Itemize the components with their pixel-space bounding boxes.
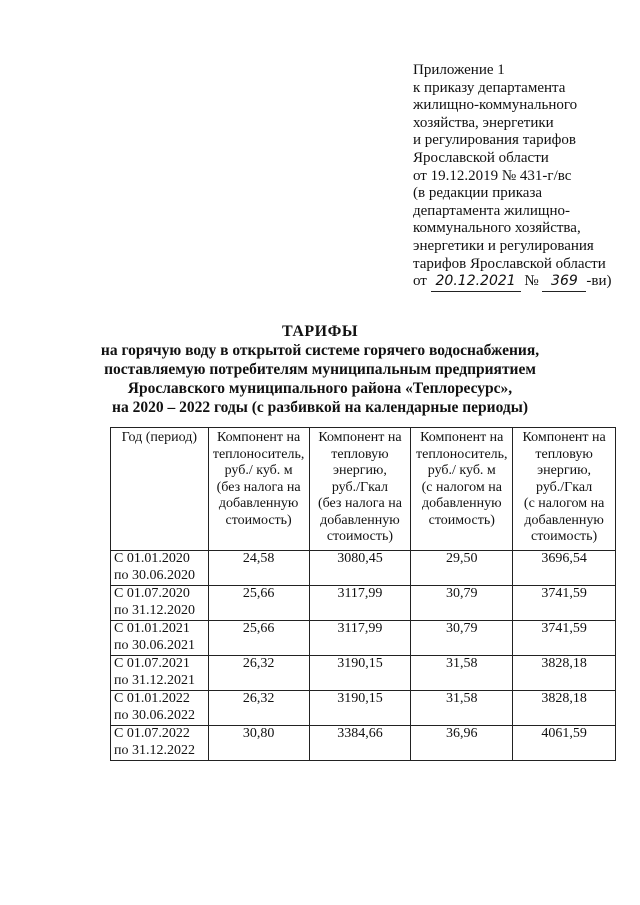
period-line: по 30.06.2020 (114, 567, 195, 583)
table-body (111, 551, 616, 761)
value-cell: 29,50 (411, 551, 513, 586)
appendix-date-line (413, 273, 633, 292)
handwritten-number: 369 (542, 273, 586, 292)
header-line: стоимость) (428, 512, 495, 528)
value-cell: 3384,66 (309, 726, 411, 761)
header-line: (с налогом на (523, 496, 605, 511)
appendix-line: хозяйства, энергетики (413, 114, 554, 131)
period-line: по 31.12.2021 (114, 672, 195, 688)
header-line: руб./Гкал (331, 479, 389, 495)
period-line: С 01.01.2021 (114, 621, 190, 636)
header-line: стоимость) (326, 529, 394, 544)
value-cell: 25,66 (208, 621, 309, 656)
header-energy-vat (513, 428, 616, 551)
value-cell: 36,96 (411, 726, 513, 761)
value-cell: 3741,59 (513, 621, 616, 656)
value-cell: 30,79 (411, 621, 513, 656)
header-coolant-no-vat (208, 428, 309, 551)
header-line: теплоноситель, (415, 446, 508, 462)
header-line: Компонент на (522, 430, 606, 445)
period-line: С 01.07.2020 (114, 586, 190, 601)
table-row (111, 621, 616, 656)
title-heading: ТАРИФЫ (281, 323, 359, 340)
appendix-line: тарифов Ярославской области (413, 255, 606, 272)
header-line: добавленную (524, 512, 604, 528)
header-line: стоимость) (225, 512, 292, 528)
period-cell (111, 621, 209, 656)
appendix-line: Приложение 1 (413, 62, 505, 78)
value-cell: 31,58 (411, 656, 513, 691)
value-cell: 3696,54 (513, 551, 616, 586)
table-row (111, 586, 616, 621)
appendix-line: энергетики и регулирования (413, 237, 594, 254)
period-cell (111, 691, 209, 726)
header-line: (без налога на (317, 496, 402, 511)
table-row (111, 726, 616, 761)
header-line: Компонент на (420, 430, 504, 445)
table-row (111, 691, 616, 726)
appendix-block (413, 62, 633, 292)
appendix-line: (в редакции приказа (413, 185, 543, 202)
value-cell: 30,79 (411, 586, 513, 621)
header-line: Компонент на (318, 430, 402, 445)
value-cell: 3190,15 (309, 691, 411, 726)
header-line: (с налогом на (421, 479, 502, 495)
header-line: стоимость) (530, 529, 598, 544)
number-suffix: -ви) (586, 273, 612, 290)
appendix-line: коммунального хозяйства, (413, 220, 581, 237)
period-line: С 01.01.2022 (114, 691, 190, 706)
value-cell: 3117,99 (309, 586, 411, 621)
value-cell: 30,80 (208, 726, 309, 761)
header-period (111, 428, 209, 551)
header-line: Год (период) (121, 430, 197, 445)
number-label: № (524, 273, 539, 290)
date-prefix: от (413, 273, 427, 290)
value-cell: 3190,15 (309, 656, 411, 691)
appendix-line: к приказу департамента (413, 79, 566, 96)
value-cell: 3080,45 (309, 551, 411, 586)
period-line: по 31.12.2022 (114, 742, 195, 758)
header-line: тепловую (535, 446, 593, 462)
value-cell: 3828,18 (513, 656, 616, 691)
title-line: на горячую воду в открытой системе горячего водоснабжения, (100, 342, 540, 359)
header-line: энергию, (537, 463, 592, 478)
value-cell: 25,66 (208, 586, 309, 621)
header-line: добавленную (218, 496, 299, 511)
value-cell: 24,58 (208, 551, 309, 586)
appendix-line: и регулирования тарифов (413, 132, 576, 149)
value-cell: 4061,59 (513, 726, 616, 761)
header-line: руб./ куб. м (427, 463, 496, 478)
appendix-line: от 19.12.2019 № 431-г/вс (413, 167, 572, 184)
value-cell: 26,32 (208, 656, 309, 691)
header-line: руб./Гкал (536, 479, 593, 495)
document-title (100, 322, 540, 417)
value-cell: 26,32 (208, 691, 309, 726)
header-line: (без налога на (216, 479, 301, 495)
table-row (111, 656, 616, 691)
value-cell: 3117,99 (309, 621, 411, 656)
period-cell (111, 726, 209, 761)
header-energy-no-vat (309, 428, 411, 551)
header-line: добавленную (422, 496, 502, 511)
header-coolant-vat (411, 428, 513, 551)
header-line: руб./ куб. м (224, 463, 293, 478)
appendix-line: Ярославской области (413, 149, 549, 166)
header-line: Компонент на (216, 430, 301, 445)
value-cell: 3828,18 (513, 691, 616, 726)
handwritten-date: 20.12.2021 (431, 273, 521, 292)
title-line: Ярославского муниципального района «Теплоресурс», (127, 380, 513, 397)
period-cell (111, 656, 209, 691)
appendix-line: департамента жилищно- (413, 202, 570, 219)
period-cell (111, 551, 209, 586)
header-line: тепловую (331, 446, 389, 462)
period-line: по 30.06.2022 (114, 707, 195, 723)
period-cell (111, 586, 209, 621)
value-cell: 31,58 (411, 691, 513, 726)
header-line: теплоноситель, (212, 446, 305, 462)
header-line: энергию, (332, 463, 387, 478)
title-line: поставляемую потребителям муниципальным предприятием (104, 361, 536, 378)
title-line: на 2020 – 2022 годы (с разбивкой на календарные периоды) (112, 399, 528, 416)
period-line: по 30.06.2021 (114, 637, 195, 653)
period-line: по 31.12.2020 (114, 602, 195, 618)
period-line: С 01.07.2021 (114, 656, 190, 671)
table-header-row (111, 428, 616, 551)
period-line: С 01.01.2020 (114, 551, 190, 566)
table-row (111, 551, 616, 586)
appendix-line: жилищно-коммунального (413, 97, 578, 114)
header-line: добавленную (320, 512, 400, 528)
value-cell: 3741,59 (513, 586, 616, 621)
tariff-table (110, 427, 616, 761)
period-line: С 01.07.2022 (114, 726, 190, 741)
